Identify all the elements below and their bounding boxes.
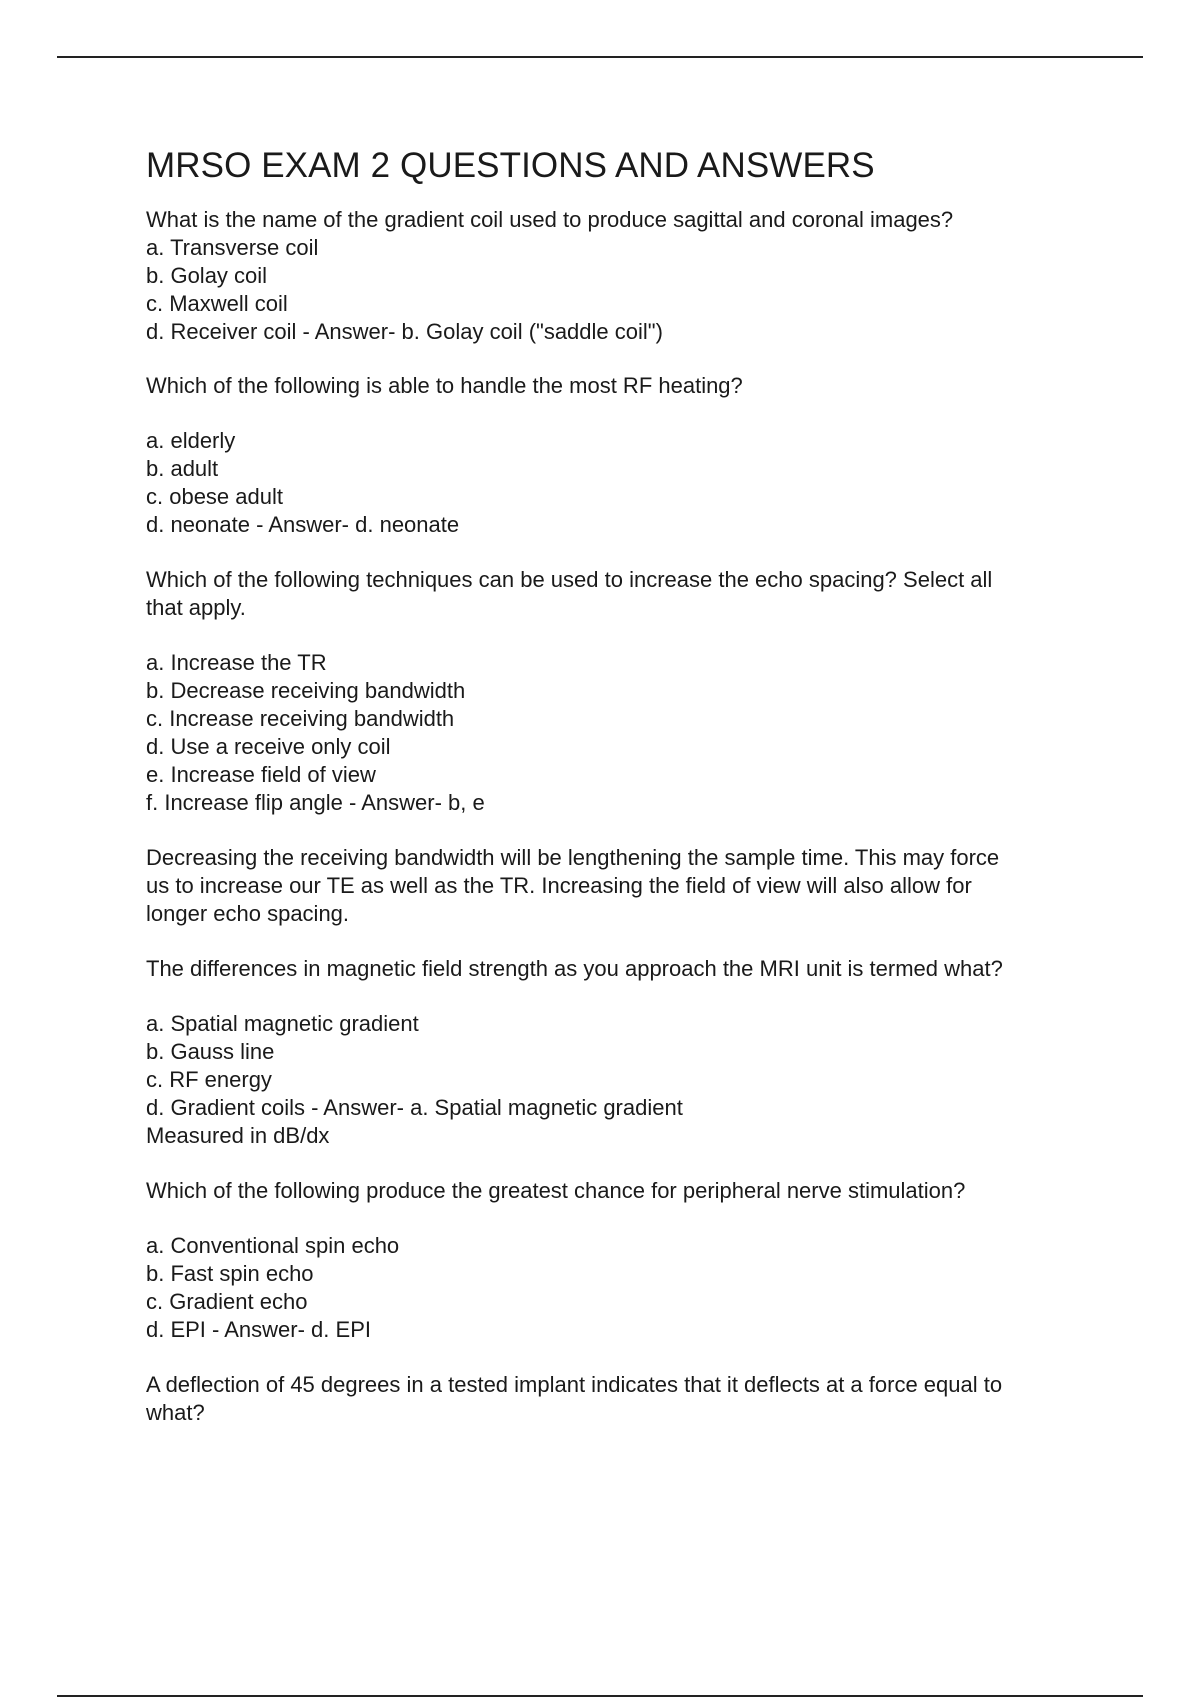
explanation-text: longer echo spacing. <box>146 901 350 926</box>
options-block <box>146 649 1096 817</box>
answer-option: c. Gradient echo <box>146 1289 308 1314</box>
explanation-text: us to increase our TE as well as the TR. Increasing the field of view will also allow for <box>146 873 972 898</box>
bottom-rule <box>57 1695 1143 1697</box>
answer-option: d. Use a receive only coil <box>146 734 391 759</box>
answer-option: b. Golay coil <box>146 263 268 288</box>
answer-option: b. Fast spin echo <box>146 1261 314 1286</box>
answer-option: c. Increase receiving bandwidth <box>146 706 455 731</box>
question-block <box>146 566 1096 622</box>
question-text: Which of the following is able to handle the most RF heating? <box>146 373 743 398</box>
answer-option: f. Increase flip angle - Answer- b, e <box>146 790 485 815</box>
answer-option: d. Receiver coil - Answer- b. Golay coil ("saddle coil") <box>146 319 663 344</box>
explanation-block <box>146 844 1096 928</box>
answer-option: c. RF energy <box>146 1067 272 1092</box>
question-block <box>146 372 1096 400</box>
question-text: Which of the following produce the greatest chance for peripheral nerve stimulation? <box>146 1178 966 1203</box>
options-block <box>146 427 1096 539</box>
answer-option: a. Transverse coil <box>146 235 319 260</box>
answer-option: c. obese adult <box>146 484 283 509</box>
answer-option: a. Conventional spin echo <box>146 1233 400 1258</box>
answer-note: Measured in dB/dx <box>146 1123 330 1148</box>
answer-option: b. Decrease receiving bandwidth <box>146 678 466 703</box>
question-text: A deflection of 45 degrees in a tested implant indicates that it deflects at a force equal to <box>146 1372 1003 1397</box>
answer-option: b. Gauss line <box>146 1039 275 1064</box>
answer-option: d. Gradient coils - Answer- a. Spatial magnetic gradient <box>146 1095 683 1120</box>
options-block <box>146 1232 1096 1344</box>
explanation-text: Decreasing the receiving bandwidth will be lengthening the sample time. This may force <box>146 845 1000 870</box>
answer-option: a. Spatial magnetic gradient <box>146 1011 419 1036</box>
question-text: Which of the following techniques can be used to increase the echo spacing? Select all <box>146 567 993 592</box>
question-text: What is the name of the gradient coil used to produce sagittal and coronal images? <box>146 207 954 232</box>
options-block <box>146 1010 1096 1150</box>
question-text: The differences in magnetic field strength as you approach the MRI unit is termed what? <box>146 956 1003 981</box>
answer-option: c. Maxwell coil <box>146 291 288 316</box>
question-block <box>146 1371 1096 1427</box>
top-rule <box>57 56 1143 58</box>
question-text: what? <box>146 1400 205 1425</box>
answer-option: d. neonate - Answer- d. neonate <box>146 512 460 537</box>
question-list <box>146 206 1096 1427</box>
document-body <box>146 140 1096 1427</box>
answer-option: e. Increase field of view <box>146 762 376 787</box>
document-title: MRSO EXAM 2 QUESTIONS AND ANSWERS <box>146 146 875 185</box>
answer-option: b. adult <box>146 456 219 481</box>
answer-option: a. elderly <box>146 428 236 453</box>
answer-option: d. EPI - Answer- d. EPI <box>146 1317 371 1342</box>
question-block <box>146 206 1096 346</box>
question-text: that apply. <box>146 595 246 620</box>
question-block <box>146 955 1096 983</box>
answer-option: a. Increase the TR <box>146 650 327 675</box>
question-block <box>146 1177 1096 1205</box>
